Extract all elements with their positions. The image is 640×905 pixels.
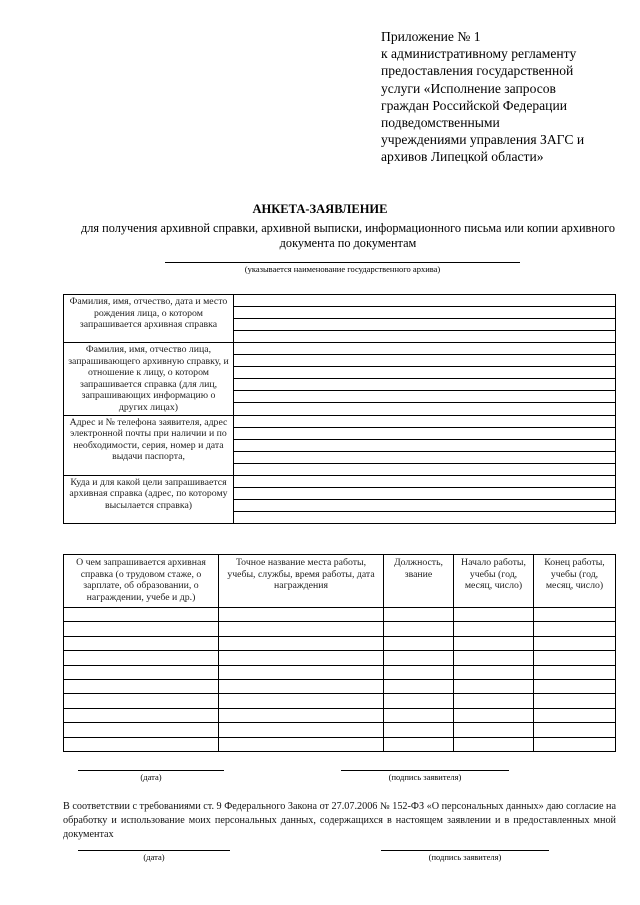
date-field-1[interactable] — [78, 770, 224, 771]
answer-cell[interactable] — [219, 636, 384, 650]
answer-cell[interactable] — [534, 679, 616, 693]
answer-cell[interactable] — [234, 439, 616, 451]
archive-caption: (указывается наименование государственного архива) — [244, 264, 441, 274]
answer-cell[interactable] — [384, 636, 454, 650]
answer-cell[interactable] — [219, 608, 384, 622]
signature-caption-1: (подпись заявителя) — [388, 772, 462, 782]
answer-cell[interactable] — [64, 622, 219, 636]
applicant-info-table — [63, 294, 616, 524]
answer-cell[interactable] — [219, 737, 384, 751]
answer-cell[interactable] — [234, 415, 616, 427]
table-header-row — [64, 555, 616, 608]
answer-cell[interactable] — [384, 737, 454, 751]
answer-cell[interactable] — [64, 608, 219, 622]
answer-cell[interactable] — [234, 331, 616, 343]
header-cell-subject: О чем запрашивается архивная справка (о трудовом стаже, о зарплате, об образовании, о награждении, учебе и др.) — [64, 555, 219, 608]
table-row — [64, 415, 616, 427]
answer-cell[interactable] — [234, 343, 616, 355]
row-label: Куда и для какой цели запрашивается архивная справка (адрес, по которому высылается справка) — [64, 475, 234, 523]
row-label: Фамилия, имя, отчество лица, запрашивающего архивную справку, и отношение к лицу, о котором запрашивается справка (для лиц, запрашивающих информацию о других лицах) — [64, 343, 234, 416]
answer-cell[interactable] — [384, 608, 454, 622]
table-row — [64, 636, 616, 650]
table-row — [64, 608, 616, 622]
row-label: Фамилия, имя, отчество, дата и место рождения лица, о котором запрашивается архивная справка — [64, 295, 234, 343]
answer-cell[interactable] — [234, 403, 616, 415]
appendix-line: архивов Липецкой области» — [381, 149, 544, 165]
table-row — [64, 665, 616, 679]
answer-cell[interactable] — [384, 622, 454, 636]
answer-cell[interactable] — [64, 694, 219, 708]
answer-cell[interactable] — [454, 694, 534, 708]
answer-cell[interactable] — [454, 737, 534, 751]
header-cell-place: Точное название места работы, учебы, службы, время работы, дата награждения — [219, 555, 384, 608]
answer-cell[interactable] — [64, 636, 219, 650]
answer-cell[interactable] — [64, 737, 219, 751]
archive-name-field[interactable] — [165, 262, 520, 263]
answer-cell[interactable] — [64, 723, 219, 737]
table-row — [64, 295, 616, 307]
answer-cell[interactable] — [234, 355, 616, 367]
appendix-line: предоставления государственной — [381, 63, 574, 79]
answer-cell[interactable] — [534, 636, 616, 650]
answer-cell[interactable] — [64, 665, 219, 679]
table-row — [64, 723, 616, 737]
answer-cell[interactable] — [534, 708, 616, 722]
answer-cell[interactable] — [219, 651, 384, 665]
appendix-line: граждан Российской Федерации — [381, 97, 568, 113]
form-title: АНКЕТА-ЗАЯВЛЕНИЕ — [252, 202, 388, 216]
answer-cell[interactable] — [454, 723, 534, 737]
answer-cell[interactable] — [454, 665, 534, 679]
answer-cell[interactable] — [234, 463, 616, 475]
answer-cell[interactable] — [454, 608, 534, 622]
form-subtitle: для получения архивной справки, архивной выписки, информационного письма или копии архивного документа по документам — [81, 221, 615, 250]
answer-cell[interactable] — [534, 622, 616, 636]
appendix-line: к административному регламенту — [381, 46, 577, 62]
consent-text: В соответствии с требованиями ст. 9 Федерального Закона от 27.07.2006 № 152-ФЗ «О персональных данных» даю согласие на обработку и использование моих персональных данных, содержащихся в настоящем заявлении и в предоставленных мной документах — [63, 801, 616, 840]
header-cell-position: Должность, звание — [384, 555, 454, 608]
answer-cell[interactable] — [234, 475, 616, 487]
answer-cell[interactable] — [234, 319, 616, 331]
table-row — [64, 679, 616, 693]
answer-cell[interactable] — [234, 367, 616, 379]
answer-cell[interactable] — [534, 723, 616, 737]
signature-caption-2: (подпись заявителя) — [428, 852, 502, 862]
employment-info-table — [63, 554, 616, 752]
answer-cell[interactable] — [384, 651, 454, 665]
answer-cell[interactable] — [219, 622, 384, 636]
appendix-block — [381, 28, 631, 166]
date-field-2[interactable] — [78, 850, 230, 851]
answer-cell[interactable] — [234, 379, 616, 391]
answer-cell[interactable] — [454, 651, 534, 665]
answer-cell[interactable] — [234, 307, 616, 319]
table-row — [64, 708, 616, 722]
answer-cell[interactable] — [534, 608, 616, 622]
appendix-line: Приложение № 1 — [381, 29, 481, 44]
answer-cell[interactable] — [219, 708, 384, 722]
date-caption-1: (дата) — [140, 772, 162, 782]
answer-cell[interactable] — [234, 427, 616, 439]
appendix-line: подведомственными — [381, 115, 500, 131]
table-row — [64, 694, 616, 708]
answer-cell[interactable] — [64, 651, 219, 665]
answer-cell[interactable] — [384, 679, 454, 693]
answer-cell[interactable] — [454, 708, 534, 722]
answer-cell[interactable] — [219, 679, 384, 693]
appendix-line: услуги «Исполнение запросов — [381, 80, 556, 96]
answer-cell[interactable] — [384, 723, 454, 737]
answer-cell[interactable] — [64, 679, 219, 693]
answer-cell[interactable] — [454, 622, 534, 636]
signature-field-2[interactable] — [381, 850, 549, 851]
answer-cell[interactable] — [454, 679, 534, 693]
answer-cell[interactable] — [534, 737, 616, 751]
answer-cell[interactable] — [234, 487, 616, 499]
answer-cell[interactable] — [384, 694, 454, 708]
appendix-line: учреждениями управления ЗАГС и — [381, 132, 585, 148]
answer-cell[interactable] — [534, 694, 616, 708]
answer-cell[interactable] — [234, 451, 616, 463]
answer-cell[interactable] — [534, 665, 616, 679]
row-label: Адрес и № телефона заявителя, адрес электронной почты при наличии и по необходимости, серия, номер и дата выдачи паспорта, — [64, 415, 234, 475]
answer-cell[interactable] — [219, 723, 384, 737]
header-cell-start: Начало работы, учебы (год, месяц, число) — [454, 555, 534, 608]
table-row — [64, 343, 616, 355]
answer-cell[interactable] — [219, 694, 384, 708]
answer-cell[interactable] — [234, 391, 616, 403]
answer-cell[interactable] — [384, 708, 454, 722]
answer-cell[interactable] — [454, 636, 534, 650]
date-caption-2: (дата) — [143, 852, 165, 862]
answer-cell[interactable] — [384, 665, 454, 679]
table-row — [64, 475, 616, 487]
answer-cell[interactable] — [219, 665, 384, 679]
answer-cell[interactable] — [534, 651, 616, 665]
answer-cell[interactable] — [234, 295, 616, 307]
answer-cell[interactable] — [234, 511, 616, 523]
table-row — [64, 622, 616, 636]
table-row — [64, 651, 616, 665]
table-row — [64, 737, 616, 751]
answer-cell[interactable] — [234, 499, 616, 511]
signature-field-1[interactable] — [341, 770, 509, 771]
answer-cell[interactable] — [64, 708, 219, 722]
header-cell-end: Конец работы, учебы (год, месяц, число) — [534, 555, 616, 608]
